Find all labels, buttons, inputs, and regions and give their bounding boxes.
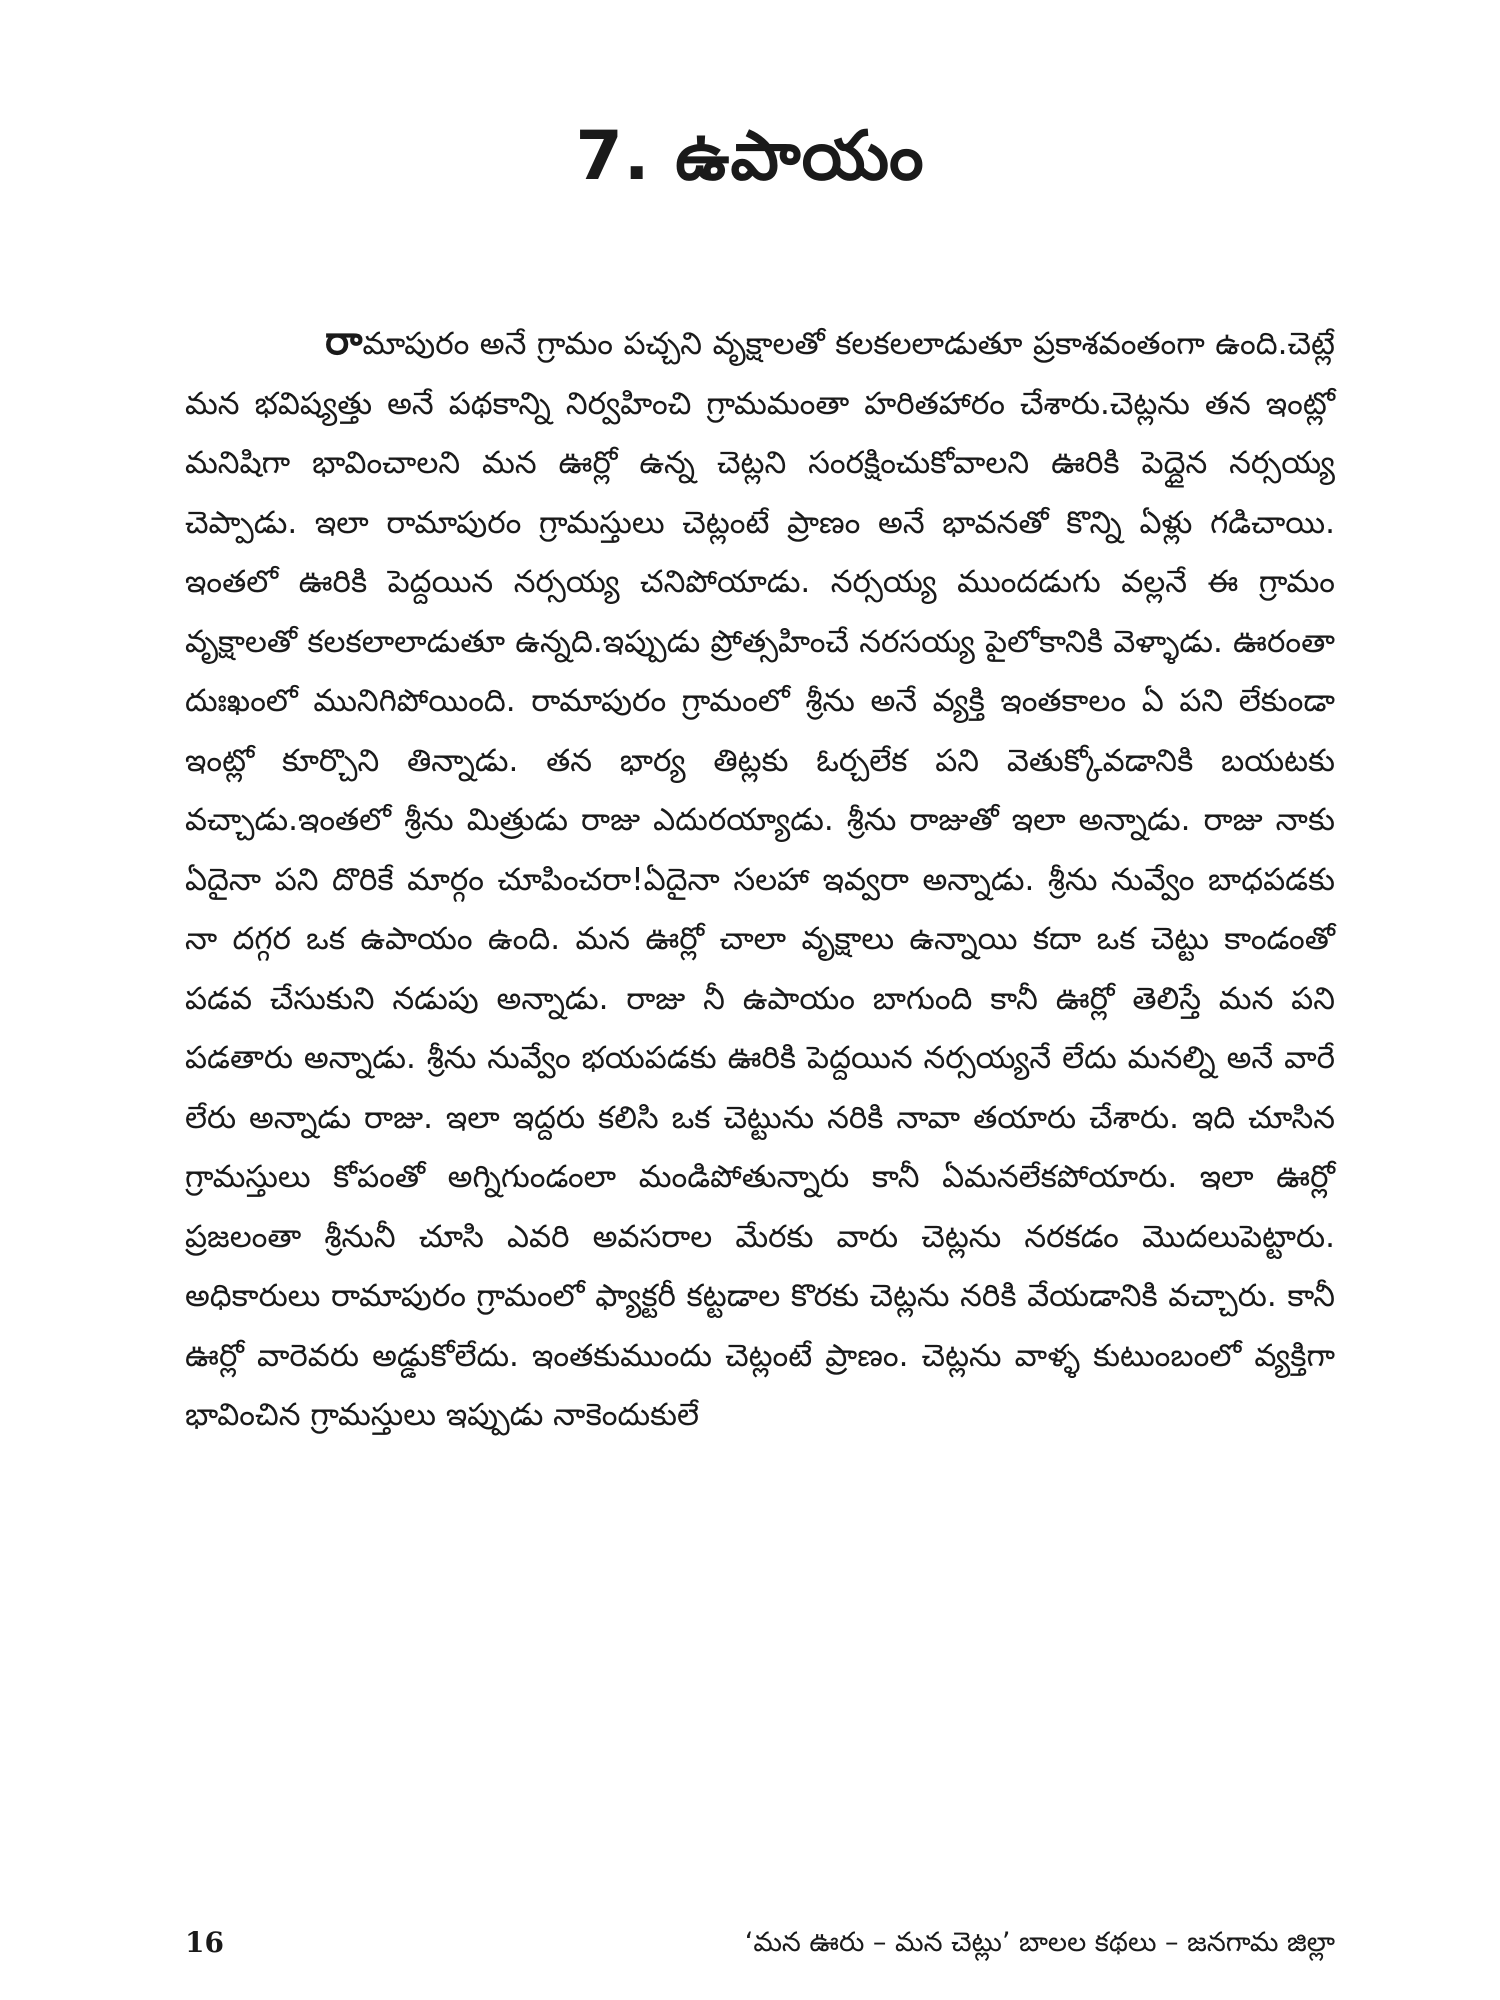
chapter-title: 7. ఉపాయం [575,116,925,196]
drop-letter: రా [325,318,363,364]
book-title: ‘మన ఊరు – మన చెట్లు’ బాలల కథలు – జనగామ జిల్లా [744,1927,1335,1958]
story-paragraph [185,312,1335,1446]
story-text: మాపురం అనే గ్రామం పచ్చని వృక్షాలతో కలకలలాడుతూ ప్రకాశవంతంగా ఉంది.చెట్లే మన భవిష్యత్తు అనే పథకాన్ని నిర్వహించి గ్రామమంతా హరితహారం చేశారు.చెట్లను తన ఇంట్లో మనిషిగా భావించాలని మన ఊర్లో ఉన్న చెట్లని సంరక్షించుకోవాలని ఊరికి పెద్దైన నర్సయ్య చెప్పాడు. ఇలా రామాపురం గ్రామస్తులు చెట్లంటే ప్రాణం అనే భావనతో కొన్ని ఏళ్లు గడిచాయి. ఇంతలో ఊరికి పెద్దయిన నర్సయ్య చనిపోయాడు. నర్సయ్య ముందడుగు వల్లనే ఈ గ్రామం వృక్షాలతో కలకలాలాడుతూ ఉన్నది.ఇప్పుడు ప్రోత్సహించే నరసయ్య పైలోకానికి వెళ్ళాడు. ఊరంతా దుఃఖంలో మునిగిపోయింది. రామాపురం గ్రామంలో శ్రీను అనే వ్యక్తి ఇంతకాలం ఏ పని లేకుండా ఇంట్లో కూర్చొని తిన్నాడు. తన భార్య తిట్లకు ఓర్చలేక పని వెతుక్కోవడానికి బయటకు వచ్చాడు.ఇంతలో శ్రీను మిత్రుడు రాజు ఎదురయ్యాడు. శ్రీను రాజుతో ఇలా అన్నాడు. రాజు నాకు ఏదైనా పని దొరికే మార్గం చూపించరా!ఏదైనా సలహా ఇవ్వరా అన్నాడు. శ్రీను నువ్వేం బాధపడకు నా దగ్గర ఒక ఉపాయం ఉంది. మన ఊర్లో చాలా వృక్షాలు ఉన్నాయి కదా ఒక చెట్టు కాండంతో పడవ చేసుకుని నడుపు అన్నాడు. రాజు నీ ఉపాయం బాగుంది కానీ ఊర్లో తెలిస్తే మన పని పడతారు అన్నాడు. శ్రీను నువ్వేం భయపడకు ఊరికి పెద్దయిన నర్సయ్యనే లేదు మనల్ని అనే వారే లేరు అన్నాడు రాజు. ఇలా ఇద్దరు కలిసి ఒక చెట్టును నరికి నావా తయారు చేశారు. ఇది చూసిన గ్రామస్తులు కోపంతో అగ్నిగుండంలా మండిపోతున్నారు కానీ ఏమనలేకపోయారు. ఇలా ఊర్లో ప్రజలంతా శ్రీనునీ చూసి ఎవరి అవసరాల మేరకు వారు చెట్లను నరకడం మొదలుపెట్టారు. అధికారులు రామాపురం గ్రామంలో ఫ్యాక్టరీ కట్టడాల కొరకు చెట్లను నరికి వేయడానికి వచ్చారు. కానీ ఊర్లో వారెవరు అడ్డుకోలేదు. ఇంతకుముందు చెట్లంటే ప్రాణం. చెట్లను వాళ్ళ కుటుంబంలో వ్యక్తిగా భావించిన గ్రామస్తులు ఇప్పుడు నాకెందుకులే [185,326,1335,1433]
page-number: 16 [185,1926,224,1959]
story-body [185,312,1335,1446]
page-footer [185,1918,1335,1968]
